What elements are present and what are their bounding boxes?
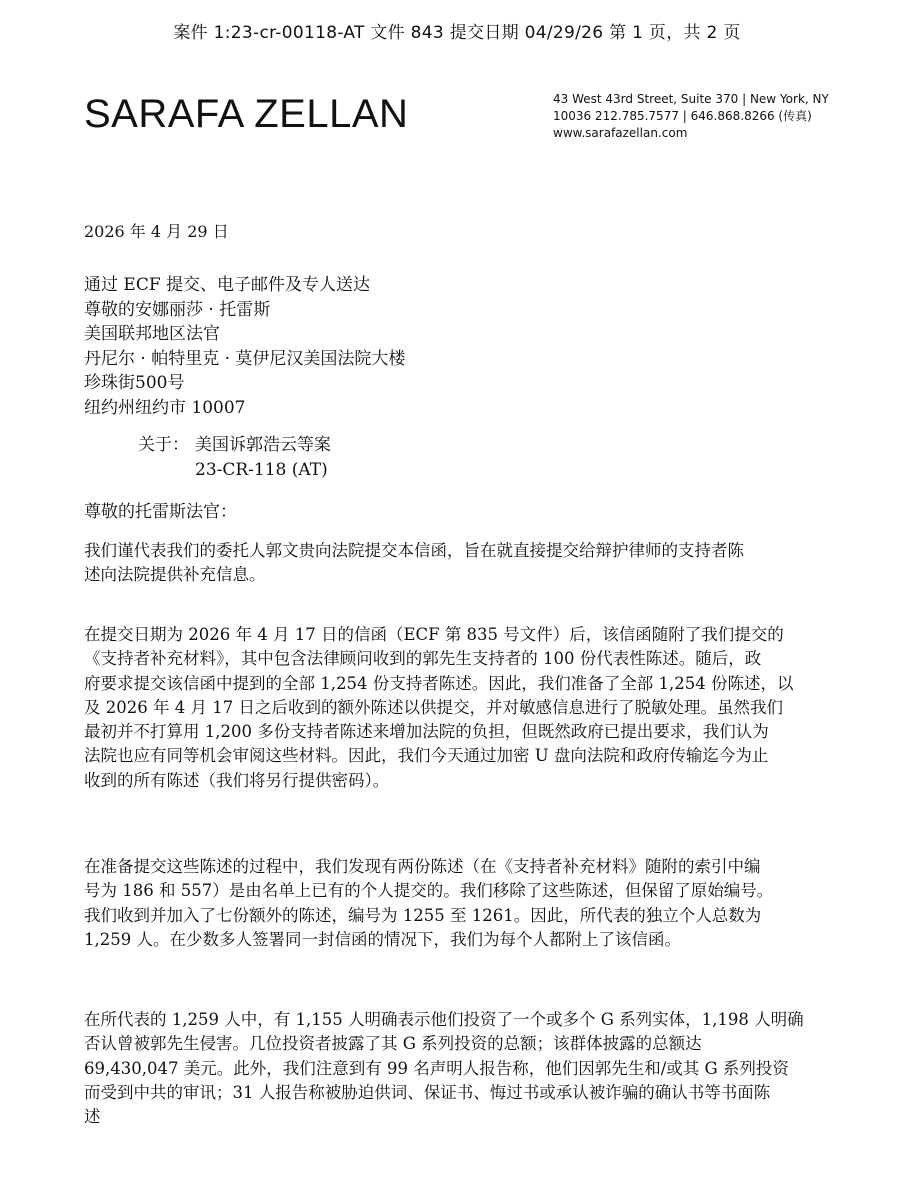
salutation: 尊敬的托雷斯法官： (84, 502, 237, 522)
body-paragraph (84, 855, 856, 952)
paragraph-line: 否认曾被郭先生侵害。几位投资者披露了其 G 系列投资的总额；该群体披露的总额达 (84, 1034, 702, 1054)
firm-address-line: 43 West 43rd Street, Suite 370 | New York, NY (553, 92, 829, 106)
court-filing-header: 案件 1:23-cr-00118-AT 文件 843 提交日期 04/29/26 第 1 页，共 2 页 (173, 23, 741, 43)
city-state-zip: 纽约州纽约市 10007 (84, 397, 246, 418)
body-paragraph (84, 623, 856, 793)
addressee-title: 美国联邦地区法官 (84, 324, 220, 344)
paragraph-line: 我们谨代表我们的委托人郭文贵向法院提交本信函，旨在就直接提交给辩护律师的支持者陈 (84, 541, 744, 560)
re-label: 关于： (138, 435, 189, 455)
firm-name: SARAFA ZELLAN (84, 92, 409, 136)
paragraph-line: 收到的所有陈述（我们将另行提供密码）。 (84, 770, 390, 790)
paragraph-line: 府要求提交该信函中提到的全部 1,254 份支持者陈述。因此，我们准备了全部 1,254 份陈述，以 (84, 673, 794, 693)
street-address: 珍珠街500号 (84, 373, 185, 393)
paragraph-line: 在提交日期为 2026 年 4 月 17 日的信函（ECF 第 835 号文件）后，该信函随附了我们提交的 (84, 625, 784, 644)
paragraph-line: 我们收到并加入了七份额外的陈述，编号为 1255 至 1261。因此，所代表的独立个人总数为 (84, 905, 762, 925)
paragraph-line: 在准备提交这些陈述的过程中，我们发现有两份陈述（在《支持者补充材料》随附的索引中编 (84, 857, 761, 876)
courthouse-name: 丹尼尔 · 帕特里克 · 莫伊尼汉美国法院大楼 (84, 348, 406, 369)
paragraph-line: 最初并不打算用 1,200 多份支持者陈述来增加法院的负担，但既然政府已提出要求，我们认为 (84, 722, 769, 742)
case-name: 美国诉郭浩云等案 (195, 435, 331, 455)
paragraph-line: 述向法院提供补充信息。 (84, 565, 266, 585)
paragraph-line: 及 2026 年 4 月 17 日之后收到的额外陈述以供提交，并对敏感信息进行了脱敏处理。虽然我们 (84, 697, 783, 717)
paragraph-line: 在所代表的 1,259 人中，有 1,155 人明确表示他们投资了一个或多个 G 系列实体，1,198 人明确 (84, 1010, 804, 1029)
paragraph-line: 69,430,047 美元。此外，我们注意到有 99 名声明人报告称，他们因郭先生和/或其 G 系列投资 (84, 1058, 789, 1078)
body-paragraph (84, 1008, 856, 1129)
paragraph-line: 法院也应有同等机会审阅这些材料。因此，我们今天通过加密 U 盘向法院和政府传输迄今为止 (84, 746, 769, 766)
addressee-name: 尊敬的安娜丽莎 · 托雷斯 (84, 299, 271, 320)
body-paragraph (84, 539, 856, 588)
case-number: 23-CR-118 (AT) (195, 460, 328, 480)
firm-address (553, 91, 829, 142)
paragraph-line: 述 (84, 1107, 101, 1127)
paragraph-line: 1,259 人。在少数多人签署同一封信函的情况下，我们为每个人都附上了该信函。 (84, 929, 681, 949)
re-block (138, 433, 331, 483)
delivery-method: 通过 ECF 提交、电子邮件及专人送达 (84, 275, 371, 295)
firm-address-line: 10036 212.785.7577 | 646.868.8266 (传真) (553, 109, 812, 123)
paragraph-line: 号为 186 和 557）是由名单上已有的个人提交的。我们移除了这些陈述，但保留了原始编号。 (84, 881, 774, 901)
paragraph-line: 而受到中共的审讯；31 人报告称被胁迫供词、保证书、悔过书或承认被诈骗的确认书等书面陈 (84, 1082, 771, 1102)
letter-date: 2026 年 4 月 29 日 (84, 222, 229, 241)
addressee-block (84, 273, 405, 420)
firm-website: www.sarafazellan.com (553, 126, 688, 140)
paragraph-line: 《支持者补充材料》，其中包含法律顾问收到的郭先生支持者的 100 份代表性陈述。随后，政 (84, 649, 762, 669)
